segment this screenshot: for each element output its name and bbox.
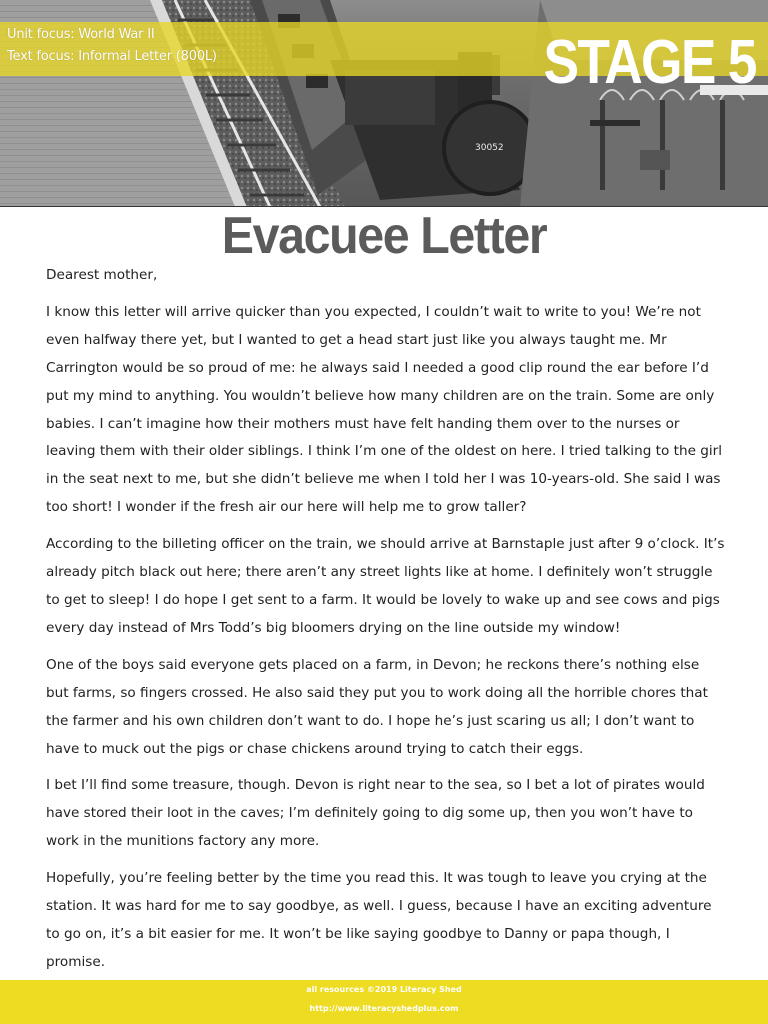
letter-body xyxy=(46,262,726,986)
letter-paragraph-5: Hopefully, you’re feeling better by the time you read this. It was tough to leave you crying at the station. It was hard for me to say goodbye, as well. I guess, because I have an exciting adventure to go on, it’s a bit easier for me. It won’t be like saying goodbye to Danny or papa though, I promise. xyxy=(46,870,712,970)
letter-paragraph-1: I know this letter will arrive quicker than you expected, I couldn’t wait to write to you! We’re not even halfway there yet, but I wanted to get a head start just like you always taught me. Mr Carrington would be so proud of me: he always said I needed a good clip round the ear before I’d put my mind to anything. You wouldn’t believe how many children are on the train. Some are only babies. I can’t imagine how their mothers must have felt handing them over to the nurses or leaving them with their older siblings. I think I’m one of the oldest on here. I tried talking to the girl in the seat next to me, but she didn’t believe me when I told her I was 10-years-old. She said I was too short! I wonder if the fresh air our here will help me to grow taller? xyxy=(46,303,723,516)
stage-label: STAGE 5 xyxy=(543,28,756,97)
footer-bar xyxy=(0,980,768,1024)
letter-paragraph-2: According to the billeting officer on the train, we should arrive at Barnstaple just after 9 o’clock. It’s already pitch black out here; there aren’t any street lights like at home. I definitely won’t struggle to get to sleep! I do hope I get sent to a farm. It would be lovely to wake up and see cows and pigs every day instead of Mrs Todd’s big bloomers drying on the line outside my window! xyxy=(46,536,725,636)
letter-paragraph-3: One of the boys said everyone gets placed on a farm, in Devon; he reckons there’s nothing else but farms, so fingers crossed. He also said they put you to work doing all the horrible chores that the farmer and his own children don’t want to do. I hope he’s just scaring us all; I don’t want to have to muck out the pigs or chase chickens around trying to catch their eggs. xyxy=(46,656,708,757)
page-title: Evacuee Letter xyxy=(221,207,547,265)
header-banner xyxy=(0,22,768,97)
letter-paragraph-4: I bet I’ll find some treasure, though. Devon is right near to the sea, so I bet a lot of pirates would have stored their loot in the caves; I’m definitely going to dig some up, then you won’t have to work in the munitions factory any more. xyxy=(46,777,705,850)
unit-focus-label: Unit focus: World War II xyxy=(7,27,155,42)
footer-url-link[interactable]: http://www.literacyshedplus.com xyxy=(309,1004,459,1013)
locomotive-number: 30052 xyxy=(475,143,504,153)
footer-copyright: all resources ©2019 Literacy Shed xyxy=(306,985,462,994)
text-focus-label: Text focus: Informal Letter (800L) xyxy=(7,49,217,64)
letter-greeting: Dearest mother, xyxy=(46,267,158,283)
